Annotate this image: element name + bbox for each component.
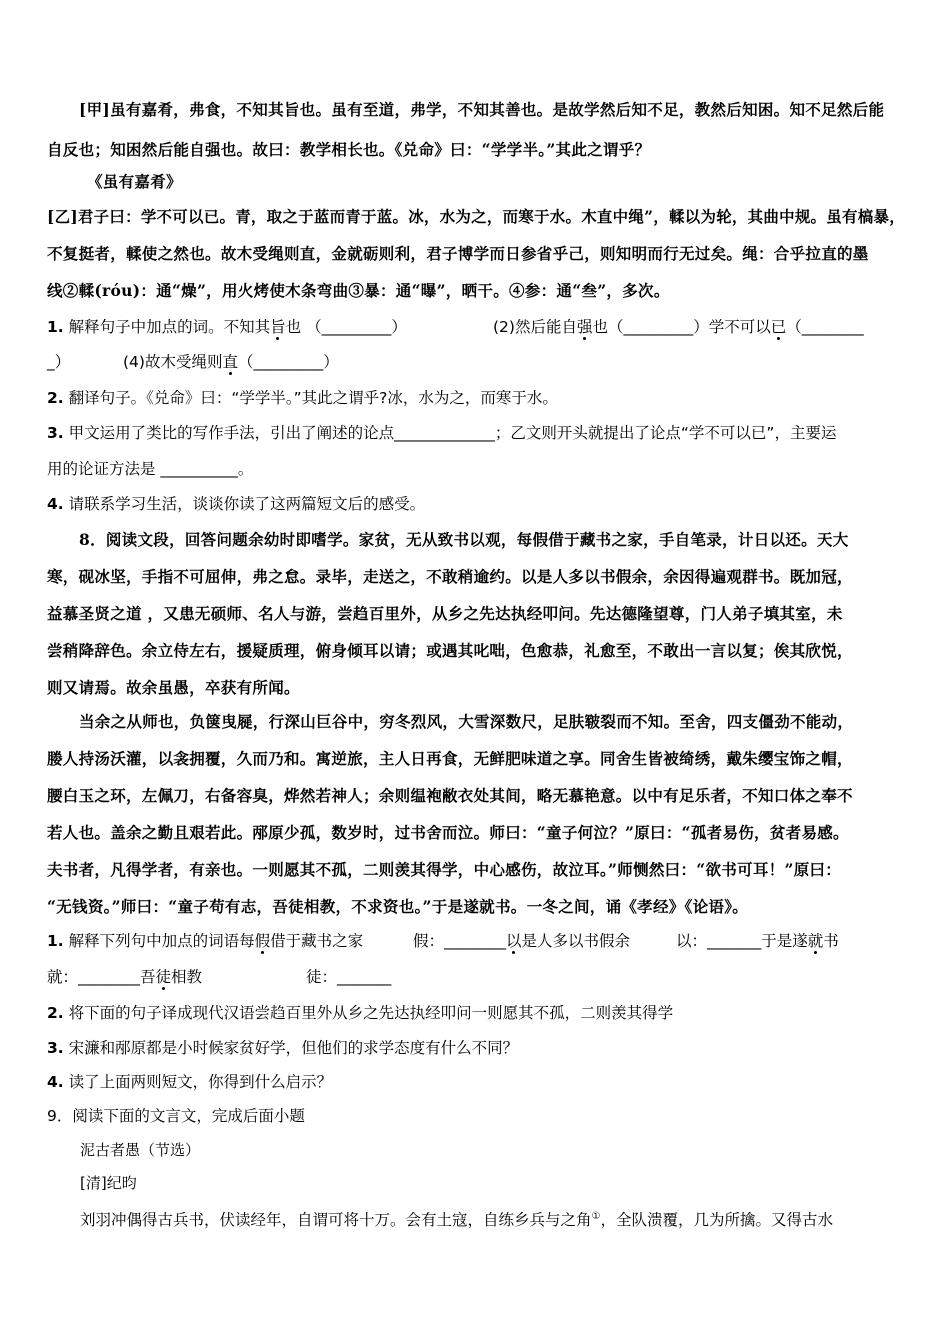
q8-item1-blank-f: 徒：_______ <box>306 968 392 986</box>
q9-line1-text-b: ，全队溃覆，几为所擒。又得古水 <box>600 1211 833 1230</box>
q7-item3-number: 3. <box>47 424 64 442</box>
q7-item1-text-b: (2)然后能自 <box>493 318 577 336</box>
q7-item1-dotted-b: 强 <box>576 318 593 336</box>
q7-item4 <box>47 493 425 515</box>
passage2-line10: 夫书者，凡得学者，有亲也。一则愿其不孤，二则羡其得学，中心感伤，故泣耳。”师恻然曰：“欲书可耳！”原曰： <box>47 860 842 879</box>
q7-item2-number: 2. <box>47 389 64 407</box>
q7-item1-line1 <box>47 316 407 338</box>
passage2-line8: 腰白玉之环，左佩刀，右备容臭，烨然若神人；余则缊袍敝衣处其间，略无慕艳意。以中有足乐者，不知口体之奉不 <box>47 786 853 805</box>
passage1-title: 《虽有嘉肴》 <box>87 172 182 191</box>
q8-item1-blank-b <box>413 930 630 952</box>
q9-footnote-marker: ① <box>591 1211 601 1222</box>
q7-item2-text: 翻译句子。《兑命》曰：“学学半。”其此之谓乎?冰，水为之，而寒于水。 <box>68 389 558 407</box>
q7-item1-dotted-c: 已 <box>770 318 787 336</box>
passage2-line2: 寒，砚冰坚，手指不可屈伸，弗之怠。录毕，走送之，不敢稍逾约。以是人多以书假余，余因得遍观群书。既加冠， <box>47 567 853 586</box>
q7-item1-line1b <box>493 316 864 338</box>
q8-item2 <box>47 1002 673 1024</box>
q8-item1-text-d: 以：_______于是遂 <box>676 932 808 950</box>
q7-item1-text-a-end: 也 （_________） <box>285 318 407 336</box>
q8-item1-dotted-c: 以 <box>506 932 522 950</box>
q7-item1-number: 1. <box>47 318 64 336</box>
q7-item4-text: 请联系学习生活，谈谈你读了这两篇短文后的感受。 <box>68 495 426 513</box>
q8-item1-dotted-d: 就 <box>807 932 824 950</box>
passage2-line11: “无钱资。”师曰：“童子苟有志，吾徒相教，不求资也。”于是遂就书。一冬之间，诵《孝经》《论语》。 <box>47 897 749 916</box>
q8-item1-text-a-end: 借于藏书之家 <box>270 932 364 950</box>
q9-line1-text: 刘羽冲偶得古兵书，伏读经年，自谓可将十万。会有土寇，自练乡兵与之角 <box>80 1211 592 1230</box>
q8-item3 <box>47 1037 518 1059</box>
passage2-line6: 当余之从师也，负箧曳屣，行深山巨谷中，穷冬烈风，大雪深数尺，足肤皲裂而不知。至舍，四支僵劲不能动， <box>79 712 854 731</box>
q7-item1-dotted-a: 旨 <box>270 318 286 336</box>
q8-item1-dotted-e: 徒 <box>155 968 172 986</box>
q7-item4-number: 4. <box>47 495 64 513</box>
q9-line1 <box>80 1206 833 1231</box>
passage1-line3: [乙]君子曰：学不可以已。青，取之于蓝而青于蓝。冰，水为之，而寒于水。木直中绳”，輮以为轮，其曲中规。虽有槁暴， <box>47 207 905 226</box>
q8-item1-text-b: 假：________ <box>413 932 507 950</box>
q8-item1-text-c-end: 是人多以书假余 <box>521 932 631 950</box>
passage2-line9: 若人也。盖余之勤且艰若此。邴原少孤，数岁时，过书舍而泣。师曰：“童子何泣？”原曰：“孤者易伤，贫者易感。 <box>47 823 849 842</box>
q8-item4-number: 4. <box>47 1073 64 1091</box>
q8-item3-text: 宋濂和邴原都是小时候家贫好学，但他们的求学态度有什么不同？ <box>68 1039 519 1057</box>
q7-item2 <box>47 387 558 409</box>
q7-item1-line2 <box>47 351 70 373</box>
passage1-line4: 不复挺者，輮使之然也。故木受绳则直，金就砺则利，君子博学而日参省乎己，则知明而行无过矣。绳：合乎拉直的墨 <box>47 244 869 263</box>
q8-item2-text: 将下面的句子译成现代汉语尝趋百里外从乡之先达执经叩问一则愿其不孤，二则羡其得学 <box>68 1004 674 1022</box>
q7-item1-dotted-e: 直 <box>222 353 238 371</box>
q8-item4 <box>47 1071 332 1093</box>
q7-item1-line2b <box>123 351 339 373</box>
passage2-line1: 8．阅读文段，回答问题余幼时即嗜学。家贫，无从致书以观，每假借于藏书之家，手自笔录，计日以还。天大 <box>79 530 849 549</box>
q8-item1-number: 1. <box>47 932 64 950</box>
q7-item1-text-a: 解释句子中加点的词。不知其 <box>68 318 271 336</box>
q7-item1-text-e-end: （_________） <box>237 353 339 371</box>
q9-heading: 9．阅读下面的文言文，完成后面小题 <box>47 1107 305 1125</box>
q8-item2-number: 2. <box>47 1004 64 1022</box>
passage1-line5: 线②輮(róu)：通“燥”，用火烤使木条弯曲③暴：通“曝”，晒干。④参：通“叁”，多次。 <box>47 281 670 300</box>
q8-item4-text: 读了上面两则短文，你得到什么启示？ <box>68 1073 333 1091</box>
q7-item1-text-b-end: 也（_________）学不可以 <box>592 318 771 336</box>
q7-item3 <box>47 422 836 444</box>
passage1-line2: 自反也；知困然后能自强也。故曰：教学相长也。《兑命》曰：“学学半。”其此之谓乎？ <box>47 140 651 159</box>
q8-item1-text-e: 就：________吾 <box>47 968 156 986</box>
passage2-line7: 媵人持汤沃灌，以衾拥覆，久而乃和。寓逆旅，主人日再食，无鲜肥味道之享。同舍生皆被绮绣，戴朱缨宝饰之帽， <box>47 749 853 768</box>
q7-item3-cont: 用的论证方法是 __________。 <box>47 460 254 478</box>
q8-item1-text-d-end: 书 <box>823 932 839 950</box>
passage2-line5: 则又请焉。故余虽愚，卒获有所闻。 <box>47 678 300 697</box>
q7-item1-text-c-end: （________ <box>786 318 864 336</box>
q8-item3-number: 3. <box>47 1039 64 1057</box>
q8-item1-line2 <box>47 966 202 988</box>
q9-title: 泥古者愚（节选） <box>80 1141 201 1159</box>
q7-item1-text-e: (4)故木受绳则 <box>123 353 223 371</box>
q8-item1-line1 <box>47 930 363 952</box>
q9-author: [清]纪昀 <box>80 1174 137 1192</box>
q8-item1-blank-d <box>676 930 839 952</box>
passage2-line4: 尝稍降辞色。余立侍左右，援疑质理，俯身倾耳以请；或遇其叱咄，色愈恭，礼愈至，不敢出一言以复；俟其欣悦， <box>47 641 853 660</box>
passage1-line1: [甲]虽有嘉肴，弗食，不知其旨也。虽有至道，弗学，不知其善也。是故学然后知不足，教然后知困。知不足然后能 <box>79 100 885 119</box>
q8-item1-text-a: 解释下列句中加点的词语每 <box>68 932 255 950</box>
q8-item1-dotted-a: 假 <box>254 932 271 950</box>
q7-item1-text-d: _） <box>47 353 71 371</box>
passage2-line3: 益慕圣贤之道 ，又患无硕师、名人与游，尝趋百里外，从乡之先达执经叩问。先达德隆望尊，门人弟子填其室，未 <box>47 604 843 623</box>
q8-item1-text-e-end: 相教 <box>171 968 203 986</box>
q7-item3-text: 甲文运用了类比的写作手法，引出了阐述的论点_____________；乙文则开头就提出了论点“学不可以已”，主要运 <box>68 424 837 442</box>
